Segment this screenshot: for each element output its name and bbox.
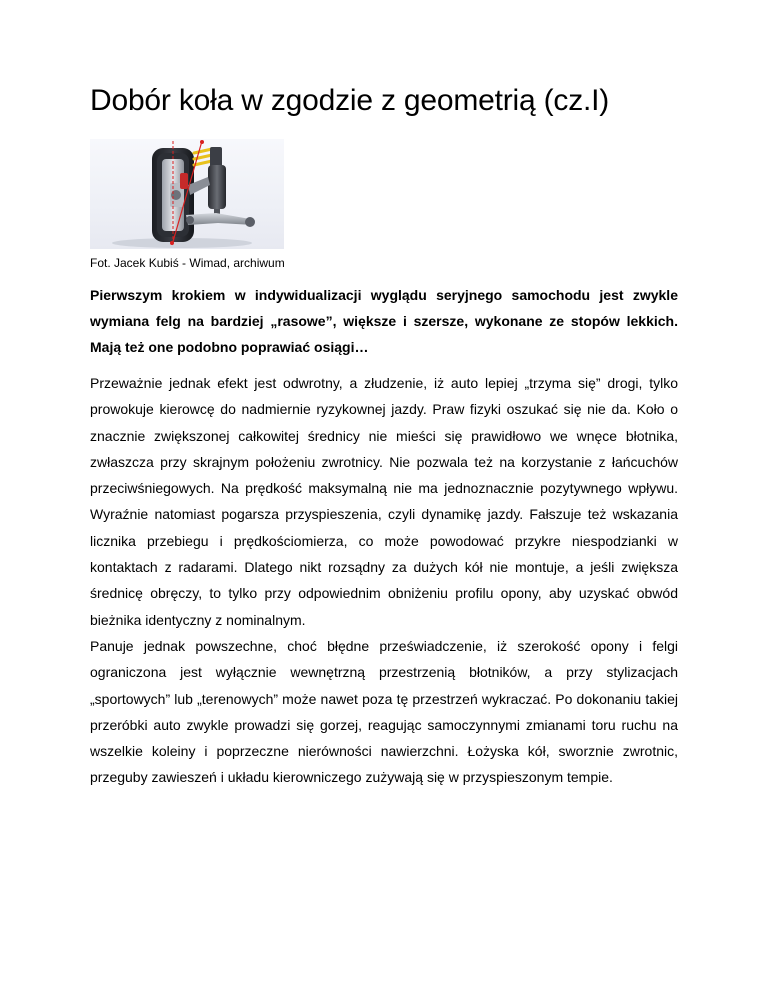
body-paragraph-1: Przeważnie jednak efekt jest odwrotny, a złudzenie, iż auto lepiej „trzyma się” drogi, tylko prowokuje kierowcę do nadmiernie ryzykownej jazdy. Praw fizyki oszukać się nie da. Koło o znacznie zwiększonej całkowitej średnicy nie mieści się prawidłowo we wnęce błotnika, zwłaszcza przy skrajnym położeniu zwrotnicy. Nie pozwala też na korzystanie z łańcuchów przeciwśniegowych. Na prędkość maksymalną nie ma jednoznacznie pozytywnego wpływu. Wyraźnie natomiast pogarsza przyspieszenia, czyli dynamikę jazdy. Fałszuje też wskazania licznika przebiegu i prędkościomierza, co może powodować przykre niespodzianki w kontaktach z radarami. Dlatego nikt rozsądny za dużych kół nie montuje, a jeśli zwiększa średnicę obręczy, to tylko przy odpowiednim obniżeniu profilu opony, aby uzyskać obwód bieżnika identyczny z nominalnym. [90,375,678,628]
body-paragraph-2: Panuje jednak powszechne, choć błędne przeświadczenie, iż szerokość opony i felgi ograniczona jest wyłącznie wewnętrzną przestrzenią błotników, a przy stylizacjach „sportowych” lub „terenowych” może nawet poza tę przestrzeń wykraczać. Po dokonaniu takiej przeróbki auto zwykle prowadzi się gorzej, reagując samoczynnymi zmianami toru ruchu na wszelkie koleiny i poprzeczne nierówności nawierzchni. Łożyska kół, sworznie zwrotnic, przeguby zawieszeń i układu kierowniczego zużywają się w przyspieszonym tempie. [90,637,678,786]
axis-marker-top [200,140,204,144]
brake-caliper [180,173,188,189]
lead-paragraph: Pierwszym krokiem w indywidualizacji wyglądu seryjnego samochodu jest zwykle wymiana felg na bardziej „rasowe”, większe i szersze, wykonane ze stopów lekkich. Mają też one podobno poprawiać osiągi… [90,287,678,355]
figure-caption: Fot. Jacek Kubiś - Wimad, archiwum [90,256,285,270]
page-title: Dobór koła w zgodzie z geometrią (cz.I) [90,84,610,117]
strut-body [208,165,226,209]
article-body [90,370,678,791]
axis-marker-bottom [170,241,174,245]
strut-top [210,147,222,167]
coil-spring [194,149,212,165]
ball-joint [186,216,194,224]
suspension-drawing [90,139,284,249]
arm-bushing [245,217,255,227]
wheel-suspension-illustration [90,139,284,249]
lower-arm [186,213,254,225]
